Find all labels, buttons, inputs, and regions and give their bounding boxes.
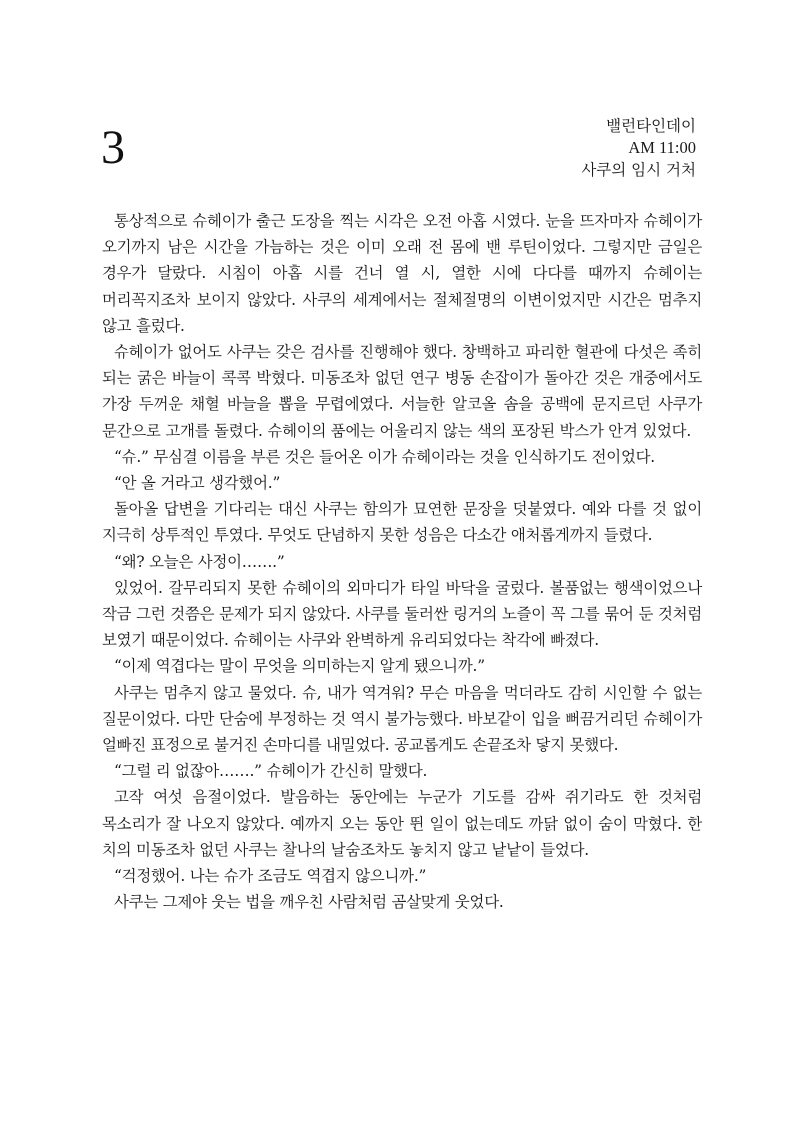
paragraph: “안 올 거라고 생각했어.”: [114, 474, 281, 493]
scene-day: 밸런타인데이: [606, 117, 696, 135]
paragraph: “슈.” 무심결 이름을 부른 것은 들어온 이가 슈헤이라는 것을 인식하기도 전이었다.: [114, 447, 655, 466]
paragraph: “걱정했어. 나는 슈가 조금도 역겹지 않으니까.”: [114, 867, 427, 886]
paragraph: “이제 역겹다는 말이 무엇을 의미하는지 알게 됐으니까.”: [114, 657, 485, 676]
paragraph: 있었어. 갈무리되지 못한 슈헤이의 외마디가 타일 바닥을 굴렀다. 볼품없는 행색이었으나 작금 그런 것쯤은 문제가 되지 않았다. 사쿠를 둘러싼 링거의 노즐이 꼭 그를 묶어 둔 것처럼 보였기 때문이었다. 슈헤이는 사쿠와 완벽하게 유리되었다는 착각에 빠졌다.: [102, 578, 702, 650]
paragraph: 슈헤이가 없어도 사쿠는 갖은 검사를 진행해야 했다. 창백하고 파리한 혈관에 다섯은 족히 되는 굵은 바늘이 콕콕 박혔다. 미동조차 없던 연구 병동 손잡이가 돌아간 것은 개중에서도 가장 두꺼운 채혈 바늘을 뽑을 무렵에였다. 서늘한 알코올 솜을 공백에 문지르던 사쿠가 문간으로 고개를 돌렸다. 슈헤이의 품에는 어울리지 않는 색의 포장된 박스가 안겨 있었다.: [102, 343, 702, 440]
paragraph: “그럴 리 없잖아…….” 슈헤이가 간신히 말했다.: [114, 762, 428, 781]
paragraph: 고작 여섯 음절이었다. 발음하는 동안에는 누군가 기도를 감싸 쥐기라도 한 것처럼 목소리가 잘 나오지 않았다. 예까지 오는 동안 뛴 일이 없는데도 까닭 없이 숨이 막혔다. 한 치의 미동조차 없던 사쿠는 찰나의 날숨조차도 놓치지 않고 낱낱이 들었다.: [102, 788, 702, 859]
scene-place: 사쿠의 임시 거처: [581, 161, 696, 179]
paragraph: 돌아올 답변을 기다리는 대신 사쿠는 함의가 묘연한 문장을 덧붙였다. 예와 다를 것 없이 지극히 상투적인 투였다. 무엇도 단념하지 못한 성음은 다소간 애처롭게까지 들렸다.: [102, 500, 702, 545]
chapter-number: 3: [101, 121, 125, 174]
paragraph: 통상적으로 슈헤이가 출근 도장을 찍는 시각은 오전 아홉 시였다. 눈을 뜨자마자 슈헤이가 오기까지 남은 시간을 가늠하는 것은 이미 오래 전 몸에 밴 루틴이었다. 그렇지만 금일은 경우가 달랐다. 시침이 아홉 시를 건너 열 시, 열한 시에 다다를 때까지 슈헤이는 머리꼭지조차 보이지 않았다. 사쿠의 세계에서는 절체절명의 이변이었지만 시간은 멈추지 않고 흘렀다.: [102, 212, 702, 335]
story-body: [102, 208, 702, 915]
scene-header: [581, 115, 696, 181]
scene-time: AM 11:00: [628, 138, 696, 157]
paragraph: 사쿠는 멈추지 않고 물었다. 슈, 내가 역겨워? 무슨 마음을 먹더라도 감히 시인할 수 없는 질문이었다. 다만 단숨에 부정하는 것 역시 불가능했다. 바보같이 입을 뻐끔거리던 슈헤이가 얼빠진 표정으로 불거진 손마디를 내밀었다. 공교롭게도 손끝조차 닿지 못했다.: [102, 683, 702, 755]
paragraph: 사쿠는 그제야 웃는 법을 깨우친 사람처럼 곰살맞게 웃었다.: [114, 893, 504, 912]
paragraph: “왜? 오늘은 사정이…….”: [114, 552, 285, 571]
